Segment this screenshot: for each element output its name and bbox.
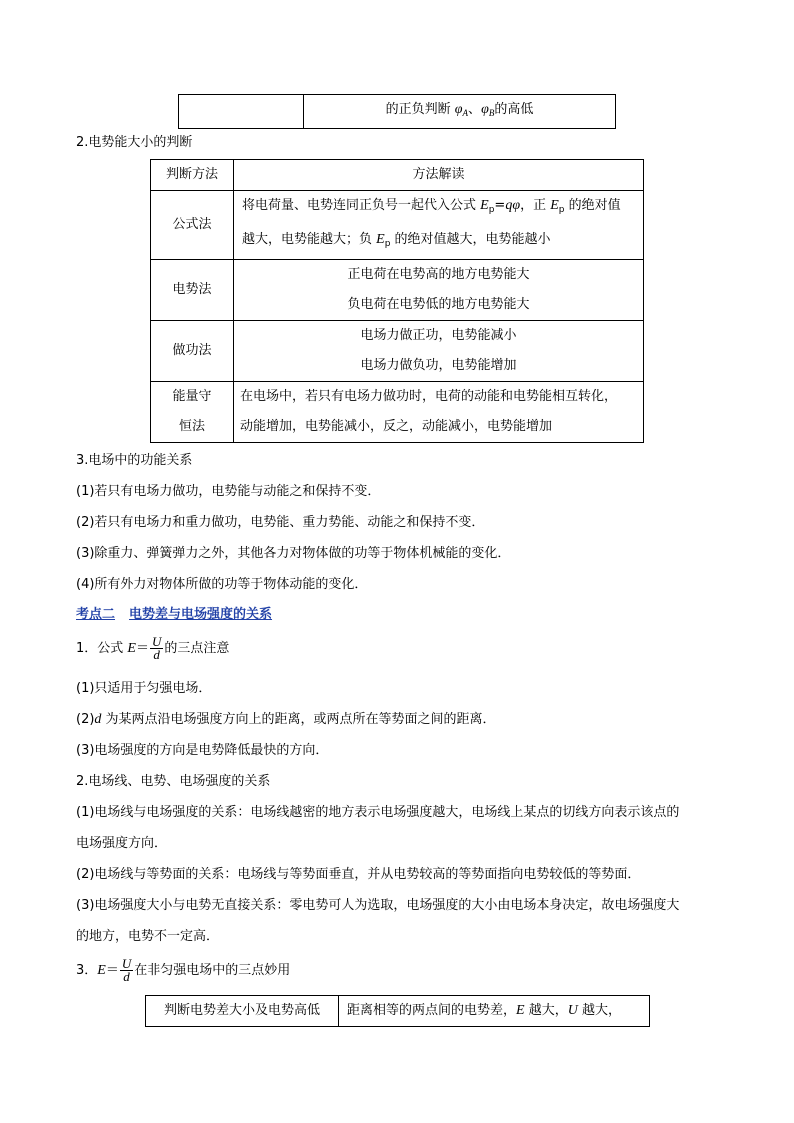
- header-method: 判断方法: [151, 160, 234, 191]
- list-item-continuation: 的地方，电势不一定高．: [76, 929, 220, 944]
- header-explanation: 方法解读: [234, 160, 644, 191]
- relation-heading: 2.电场线、电势、电场强度的关系: [76, 774, 271, 789]
- fraction-u-over-d: $\frac{U}{d}$: [151, 634, 162, 662]
- list-item: (4)所有外力对物体所做的功等于物体动能的变化．: [76, 577, 368, 592]
- top-table-left-cell: [179, 95, 304, 129]
- table-row: [151, 382, 644, 443]
- potential-energy-table: [150, 159, 644, 443]
- table-row: [151, 321, 644, 382]
- method-potential: 电势法: [151, 260, 234, 321]
- formula-heading-1: 1．公式 E＝ $\frac{U}{d}$ 的三点注意: [76, 634, 230, 662]
- table-row: [146, 996, 650, 1027]
- explanation-energy-conservation: 在电场中，若只有电场力做功时，电荷的动能和电势能相互转化， 动能增加，电势能减小，反之，动能减小，电势能增加: [234, 382, 644, 443]
- bottom-table-fragment: [145, 995, 650, 1027]
- list-item-continuation: 电场强度方向．: [76, 836, 168, 851]
- explanation-potential: 正电荷在电势高的地方电势能大 负电荷在电势低的地方电势能大: [234, 260, 644, 321]
- table-row: [151, 191, 644, 260]
- table-row: [151, 260, 644, 321]
- fraction-u-over-d: $\frac{U}{d}$: [121, 956, 132, 984]
- table-header-row: [151, 160, 644, 191]
- list-item: (3)除重力、弹簧弹力之外，其他各力对物体做的功等于物体机械能的变化．: [76, 546, 511, 561]
- bottom-table-left-cell: 判断电势差大小及电势高低: [146, 996, 339, 1027]
- kaodian-label: 考点二: [76, 607, 116, 622]
- kaodian-heading: [76, 606, 272, 624]
- section3-heading: 3.电场中的功能关系: [76, 453, 193, 468]
- bottom-table-right-cell: 距离相等的两点间的电势差，E 越大，U 越大，: [339, 996, 650, 1027]
- top-table-right-cell: 的正负判断 $\varphi_A$、$\varphi_B$的高低: [304, 95, 616, 129]
- list-item: (2)若只有电场力和重力做功，电势能、重力势能、动能之和保持不变．: [76, 515, 485, 530]
- list-item: (2)电场线与等势面的关系：电场线与等势面垂直，并从电势较高的等势面指向电势较低的等势面．: [76, 867, 641, 882]
- list-item: (3)电场强度的方向是电势降低最快的方向．: [76, 743, 329, 758]
- list-item: (1)电场线与电场强度的关系：电场线越密的地方表示电场强度越大，电场线上某点的切线方向表示该点的: [76, 805, 680, 820]
- top-table-fragment: [178, 94, 616, 129]
- explanation-work: 电场力做正功，电势能减小 电场力做负功，电势能增加: [234, 321, 644, 382]
- list-item: (1)若只有电场力做功，电势能与动能之和保持不变．: [76, 484, 381, 499]
- list-item: (2)d 为某两点沿电场强度方向上的距离，或两点所在等势面之间的距离．: [76, 712, 496, 727]
- section2-heading: 2.电势能大小的判断: [76, 135, 193, 150]
- explanation-formula: 将电荷量、电势连同正负号一起代入公式 $E_p=q\varphi$，正 $E_p$ 的绝对值 越大，电势能越大；负 $E_p$ 的绝对值越大，电势能越小: [234, 191, 644, 260]
- kaodian-title: 电势差与电场强度的关系: [129, 607, 273, 622]
- formula-heading-3: 3．E＝ $\frac{U}{d}$ 在非匀强电场中的三点妙用: [76, 956, 291, 984]
- method-formula: 公式法: [151, 191, 234, 260]
- method-work: 做功法: [151, 321, 234, 382]
- method-energy-conservation: 能量守 恒法: [151, 382, 234, 443]
- list-item: (3)电场强度大小与电势无直接关系：零电势可人为选取，电场强度的大小由电场本身决定，故电场强度大: [76, 898, 680, 913]
- list-item: (1)只适用于匀强电场．: [76, 681, 212, 696]
